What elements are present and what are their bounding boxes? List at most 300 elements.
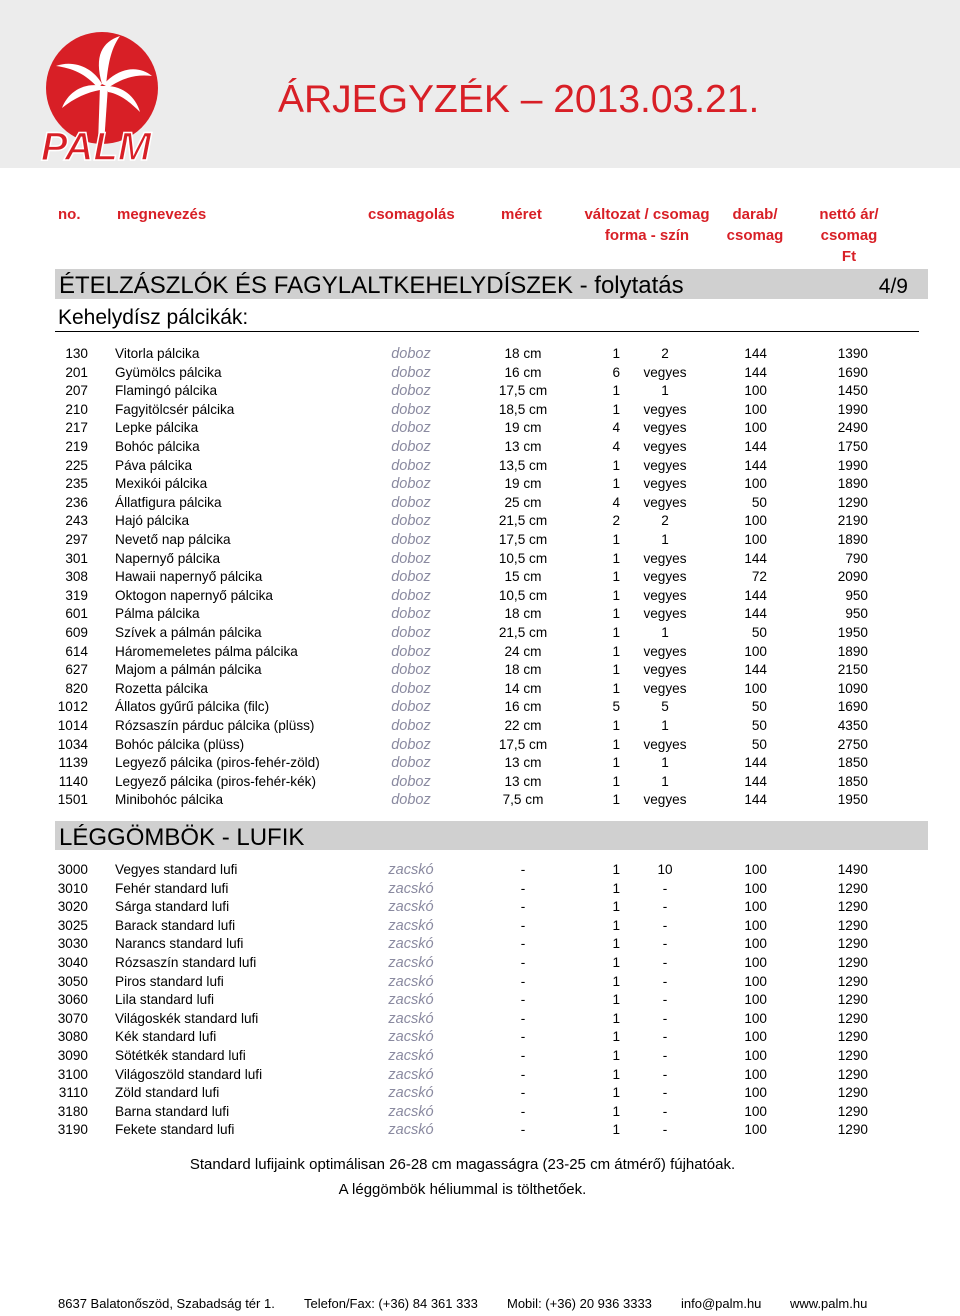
table-row [0, 1010, 960, 1029]
item-size: 14 cm [504, 680, 542, 696]
item-size: 17,5 cm [498, 532, 548, 547]
item-number: 301 [65, 550, 88, 566]
item-variant: vegyes [643, 792, 687, 808]
item-variant: - [662, 1010, 668, 1026]
item-qty: 144 [744, 457, 767, 473]
item-variant-count: 1 [612, 917, 620, 933]
item-qty: 144 [744, 662, 767, 678]
item-name: Rozetta pálcika [115, 680, 208, 696]
item-name: Hajó pálcika [115, 513, 190, 529]
item-size: - [520, 1048, 526, 1063]
item-packaging: doboz [391, 569, 431, 586]
item-name: Zöld standard lufi [115, 1085, 220, 1101]
item-size: 22 cm [504, 718, 542, 733]
col-qty-header [718, 204, 792, 246]
item-size: - [520, 955, 526, 970]
item-price: 1290 [837, 1048, 868, 1063]
item-variant: - [662, 992, 668, 1008]
item-packaging: zacskó [388, 1048, 434, 1064]
item-variant: 1 [661, 773, 669, 789]
item-price: 1950 [837, 625, 868, 640]
item-number: 217 [65, 420, 88, 436]
item-number: 319 [65, 587, 88, 603]
item-qty: 144 [744, 773, 767, 789]
item-price: 1290 [837, 955, 868, 970]
item-name: Pálma pálcika [115, 606, 200, 622]
item-number: 210 [65, 401, 88, 417]
item-price: 950 [845, 587, 868, 603]
item-number: 235 [65, 476, 88, 492]
item-packaging: doboz [391, 699, 431, 716]
item-variant: - [662, 1122, 668, 1138]
table-row [0, 494, 960, 513]
col-size-header: méret [501, 206, 542, 223]
item-qty: 100 [744, 420, 767, 436]
item-number: 3180 [57, 1103, 88, 1119]
table-row [0, 1103, 960, 1122]
item-qty: 100 [744, 1103, 767, 1119]
table-row [0, 954, 960, 973]
item-packaging: doboz [391, 494, 431, 511]
item-variant: - [662, 1029, 668, 1045]
item-size: - [520, 1103, 526, 1119]
item-size: 16 cm [504, 699, 542, 715]
item-packaging: zacskó [388, 936, 434, 953]
item-size: 10,5 cm [498, 587, 548, 603]
item-qty: 144 [744, 550, 767, 566]
item-price: 2490 [837, 420, 868, 436]
item-name: Hawaii napernyő pálcika [115, 569, 263, 585]
col-qty-line1: darab/ [732, 206, 778, 223]
palm-logo [28, 26, 168, 166]
item-variant: vegyes [643, 494, 687, 510]
item-number: 225 [65, 457, 88, 473]
logo-wordmark: PALM [40, 125, 152, 166]
item-qty: 144 [744, 346, 767, 361]
item-price: 1290 [837, 1029, 868, 1045]
item-variant: vegyes [643, 439, 687, 454]
item-variant-count: 1 [612, 792, 620, 808]
item-price: 1950 [837, 792, 868, 808]
item-name: Szívek a pálmán pálcika [115, 625, 262, 640]
item-size: 16 cm [504, 364, 542, 380]
item-price: 1890 [837, 532, 868, 547]
item-size: - [520, 936, 526, 952]
item-variant: - [662, 880, 668, 896]
item-name: Nevető nap pálcika [115, 532, 231, 547]
item-size: 25 cm [504, 494, 542, 510]
table-row [0, 1066, 960, 1085]
item-packaging: zacskó [388, 1085, 434, 1102]
item-name: Állatfigura pálcika [115, 494, 222, 510]
item-packaging: zacskó [388, 955, 434, 971]
footer-mobile: Mobil: (+36) 20 936 3333 [507, 1296, 652, 1311]
table-row [0, 605, 960, 624]
item-packaging: zacskó [388, 880, 434, 897]
item-variant: 1 [661, 383, 669, 399]
col-name-header: megnevezés [117, 206, 207, 223]
item-variant-count: 1 [612, 936, 620, 952]
item-variant-count: 1 [612, 643, 620, 659]
item-qty: 100 [744, 973, 767, 989]
item-size: 21,5 cm [498, 625, 548, 640]
item-variant: - [662, 973, 668, 989]
item-number: 3010 [57, 880, 88, 896]
item-variant-count: 2 [612, 513, 620, 529]
item-name: Világoszöld standard lufi [115, 1066, 263, 1082]
col-price-line2: csomag [820, 227, 878, 244]
balloon-note-2: A léggömbök héliummal is tölthetőek. [338, 1181, 587, 1198]
item-size: 17,5 cm [498, 383, 548, 399]
subsection-divider [55, 331, 919, 332]
item-number: 130 [65, 346, 88, 361]
item-variant: vegyes [643, 587, 687, 603]
item-variant: 1 [661, 625, 669, 640]
item-name: Páva pálcika [115, 457, 193, 473]
item-packaging: zacskó [388, 1010, 434, 1027]
item-name: Rózsaszín párduc pálcika (plüss) [115, 718, 315, 733]
item-qty: 50 [751, 699, 767, 715]
item-variant-count: 1 [612, 736, 620, 752]
item-name: Fehér standard lufi [115, 880, 229, 896]
item-size: 7,5 cm [502, 792, 544, 808]
item-qty: 100 [744, 862, 767, 877]
item-number: 3040 [57, 955, 88, 970]
item-packaging: doboz [391, 513, 431, 530]
item-name: Háromemeletes pálma pálcika [115, 643, 298, 659]
section-title: LÉGGÖMBÖK - LUFIK [59, 824, 305, 851]
table-row [0, 898, 960, 917]
item-number: 219 [65, 439, 88, 454]
subsection-title: Kehelydísz pálcikák: [58, 306, 249, 329]
item-variant: - [662, 1103, 668, 1119]
item-name: Vegyes standard lufi [115, 862, 238, 877]
item-variant: 2 [661, 346, 669, 361]
item-number: 297 [65, 532, 88, 547]
section-food-flags [55, 269, 928, 299]
item-number: 1034 [57, 736, 88, 752]
item-name: Kék standard lufi [115, 1029, 217, 1045]
item-qty: 100 [744, 880, 767, 896]
table-row [0, 917, 960, 936]
table-row [0, 861, 960, 880]
item-packaging: doboz [391, 755, 431, 772]
item-packaging: doboz [391, 680, 431, 697]
item-variant: vegyes [643, 550, 687, 566]
page-header [0, 0, 960, 168]
item-size: 21,5 cm [498, 513, 548, 529]
item-number: 3110 [58, 1085, 88, 1101]
item-name: Lila standard lufi [115, 992, 214, 1008]
item-name: Bohóc pálcika (plüss) [115, 736, 245, 752]
col-packaging-header: csomagolás [368, 206, 455, 223]
item-packaging: doboz [391, 643, 431, 660]
table-row [0, 624, 960, 643]
item-qty: 50 [751, 625, 767, 640]
table-row [0, 643, 960, 662]
item-price: 1290 [837, 917, 868, 933]
item-variant: - [662, 955, 668, 970]
item-variant-count: 1 [612, 1029, 620, 1045]
table-row [0, 773, 960, 792]
item-qty: 100 [744, 1010, 767, 1026]
table-row [0, 717, 960, 736]
item-variant: 10 [657, 862, 673, 877]
item-name: Barna standard lufi [115, 1103, 230, 1119]
item-qty: 144 [744, 792, 767, 808]
item-variant-count: 1 [612, 569, 620, 585]
item-qty: 100 [744, 1048, 767, 1063]
item-variant: - [662, 1066, 668, 1082]
item-variant-count: 1 [612, 992, 620, 1008]
table-row [0, 364, 960, 383]
item-number: 308 [65, 569, 88, 585]
item-variant-count: 1 [612, 1048, 620, 1063]
item-name: Fekete standard lufi [115, 1122, 235, 1138]
item-variant: - [662, 917, 668, 933]
item-packaging: doboz [391, 718, 431, 734]
item-price: 1290 [837, 880, 868, 896]
item-packaging: doboz [391, 792, 431, 809]
item-variant-count: 1 [612, 476, 620, 492]
item-variant-count: 1 [612, 587, 620, 603]
item-price: 950 [845, 606, 868, 622]
item-packaging: doboz [391, 773, 431, 790]
item-price: 1290 [837, 973, 868, 989]
item-name: Piros standard lufi [115, 973, 224, 989]
item-packaging: doboz [391, 476, 431, 493]
item-size: 13 cm [504, 773, 542, 789]
item-number: 3030 [57, 936, 88, 952]
item-number: 1012 [57, 699, 88, 715]
item-packaging: doboz [391, 662, 431, 679]
item-qty: 100 [744, 899, 767, 915]
item-number: 3190 [57, 1122, 88, 1138]
item-size: 13,5 cm [498, 457, 548, 473]
item-price: 1290 [837, 1010, 868, 1026]
table-row [0, 401, 960, 420]
item-price: 1290 [837, 899, 868, 915]
footer-address: 8637 Balatonőszöd, Szabadság tér 1. [58, 1296, 275, 1311]
item-name: Lepke pálcika [115, 420, 199, 436]
table-row [0, 973, 960, 992]
item-name: Fagyitölcsér pálcika [115, 401, 235, 417]
item-price: 1090 [837, 680, 868, 696]
item-variant: - [662, 1085, 668, 1101]
item-qty: 100 [744, 401, 767, 417]
col-no-header: no. [58, 206, 81, 223]
table-row [0, 1121, 960, 1140]
table-row [0, 1028, 960, 1047]
item-packaging: doboz [391, 550, 431, 567]
item-variant-count: 1 [612, 550, 620, 566]
col-price-line3: Ft [841, 248, 857, 265]
item-size: 13 cm [504, 439, 542, 454]
item-number: 627 [65, 662, 88, 678]
item-packaging: doboz [391, 587, 431, 604]
item-variant-count: 1 [612, 532, 620, 547]
item-price: 1290 [837, 936, 868, 952]
item-packaging: zacskó [388, 1029, 434, 1046]
item-variant-count: 1 [612, 899, 620, 915]
item-size: - [520, 1010, 526, 1026]
item-size: 17,5 cm [498, 736, 548, 752]
table-row [0, 935, 960, 954]
item-qty: 100 [744, 476, 767, 492]
item-name: Gyümölcs pálcika [115, 364, 222, 380]
item-number: 3020 [57, 899, 88, 915]
item-size: 18,5 cm [498, 401, 548, 417]
item-variant-count: 6 [612, 364, 620, 380]
item-size: - [520, 899, 526, 915]
item-qty: 50 [751, 736, 767, 752]
item-price: 2750 [837, 736, 868, 752]
item-variant: vegyes [643, 569, 687, 585]
item-price: 1290 [837, 1122, 868, 1138]
item-price: 1990 [837, 457, 868, 473]
item-name: Sötétkék standard lufi [115, 1048, 246, 1063]
item-size: 18 cm [504, 662, 542, 678]
document-title: ÁRJEGYZÉK – 2013.03.21. [278, 78, 760, 121]
item-variant-count: 1 [612, 862, 620, 877]
item-qty: 100 [744, 1085, 767, 1101]
item-variant: 5 [661, 699, 669, 715]
item-size: - [520, 1029, 526, 1045]
table-row [0, 531, 960, 550]
item-size: - [520, 973, 526, 989]
table-row [0, 438, 960, 457]
item-name: Sárga standard lufi [115, 899, 230, 915]
section-title: ÉTELZÁSZLÓK ÉS FAGYLALTKEHELYDÍSZEK - folytatás [59, 272, 684, 299]
item-variant: 2 [661, 513, 669, 529]
item-price: 2150 [837, 662, 868, 678]
item-number: 3050 [57, 973, 88, 989]
col-price-line1: nettó ár/ [819, 206, 879, 223]
item-qty: 100 [744, 513, 767, 529]
item-price: 1290 [837, 1085, 868, 1101]
item-qty: 100 [744, 383, 767, 399]
table-row [0, 880, 960, 899]
item-variant-count: 1 [612, 662, 620, 678]
item-name: Vitorla pálcika [115, 346, 200, 361]
item-variant: vegyes [643, 643, 687, 659]
footer-website[interactable]: www.palm.hu [790, 1296, 868, 1311]
item-size: - [520, 1085, 526, 1101]
item-qty: 50 [751, 718, 767, 733]
item-price: 790 [845, 550, 868, 566]
item-size: - [520, 917, 526, 933]
item-price: 1450 [837, 383, 868, 399]
item-packaging: zacskó [388, 1103, 434, 1120]
item-size: - [520, 1122, 526, 1138]
item-variant: 1 [661, 755, 669, 771]
item-variant-count: 1 [612, 880, 620, 896]
item-variant: vegyes [643, 401, 687, 417]
item-packaging: doboz [391, 625, 431, 641]
item-price: 2090 [837, 569, 868, 585]
item-name: Majom a pálmán pálcika [115, 662, 262, 678]
section-balloons [55, 821, 928, 850]
item-qty: 100 [744, 680, 767, 696]
item-name: Legyező pálcika (piros-fehér-kék) [115, 773, 316, 789]
col-variant-header [578, 204, 716, 246]
item-qty: 144 [744, 587, 767, 603]
item-variant-count: 1 [612, 625, 620, 640]
item-price: 1290 [837, 992, 868, 1008]
item-number: 236 [65, 494, 88, 510]
item-number: 1139 [58, 755, 88, 771]
item-variant-count: 1 [612, 718, 620, 733]
item-packaging: zacskó [388, 1122, 434, 1139]
item-packaging: zacskó [388, 973, 434, 990]
table-row [0, 661, 960, 680]
item-number: 3100 [57, 1066, 88, 1082]
item-variant-count: 4 [612, 494, 620, 510]
item-packaging: zacskó [388, 1066, 434, 1083]
item-price: 1850 [837, 773, 868, 789]
item-number: 1501 [57, 792, 88, 808]
item-price: 2190 [837, 513, 868, 529]
item-number: 614 [65, 643, 88, 659]
item-number: 207 [65, 383, 88, 399]
item-price: 1390 [837, 346, 868, 361]
item-price: 1290 [837, 1066, 868, 1082]
item-size: 10,5 cm [498, 550, 548, 566]
item-qty: 144 [744, 439, 767, 454]
item-name: Világoskék standard lufi [115, 1010, 259, 1026]
item-size: 13 cm [504, 755, 542, 771]
item-qty: 50 [751, 494, 767, 510]
item-price: 1490 [837, 862, 868, 877]
item-variant-count: 1 [612, 401, 620, 417]
item-qty: 100 [744, 1066, 767, 1082]
item-qty: 100 [744, 992, 767, 1008]
item-packaging: doboz [391, 532, 431, 548]
item-qty: 100 [744, 936, 767, 952]
table-row [0, 382, 960, 401]
item-variant: - [662, 1048, 668, 1063]
item-variant: vegyes [643, 364, 687, 380]
item-variant: vegyes [643, 606, 687, 622]
item-variant-count: 1 [612, 1010, 620, 1026]
item-number: 3090 [57, 1048, 88, 1063]
footer-email[interactable]: info@palm.hu [681, 1296, 762, 1311]
item-price: 1690 [837, 364, 868, 380]
item-size: - [520, 880, 526, 896]
col-qty-line2: csomag [726, 227, 784, 244]
table-row [0, 736, 960, 755]
table-row [0, 550, 960, 569]
item-number: 3060 [57, 992, 88, 1008]
item-number: 3025 [57, 917, 88, 933]
item-price: 1850 [837, 755, 868, 771]
item-variant: 1 [661, 718, 669, 733]
item-qty: 100 [744, 1029, 767, 1045]
item-name: Minibohóc pálcika [115, 792, 224, 808]
item-packaging: doboz [391, 457, 431, 474]
item-name: Flamingó pálcika [115, 383, 217, 399]
item-variant: vegyes [643, 662, 687, 678]
item-qty: 100 [744, 1122, 767, 1138]
item-size: 19 cm [504, 476, 542, 492]
item-size: 24 cm [504, 643, 542, 659]
item-price: 1290 [837, 1103, 868, 1119]
item-variant: vegyes [643, 457, 687, 473]
table-row [0, 680, 960, 699]
item-number: 1014 [57, 718, 88, 733]
item-qty: 100 [744, 643, 767, 659]
item-price: 1690 [837, 699, 868, 715]
